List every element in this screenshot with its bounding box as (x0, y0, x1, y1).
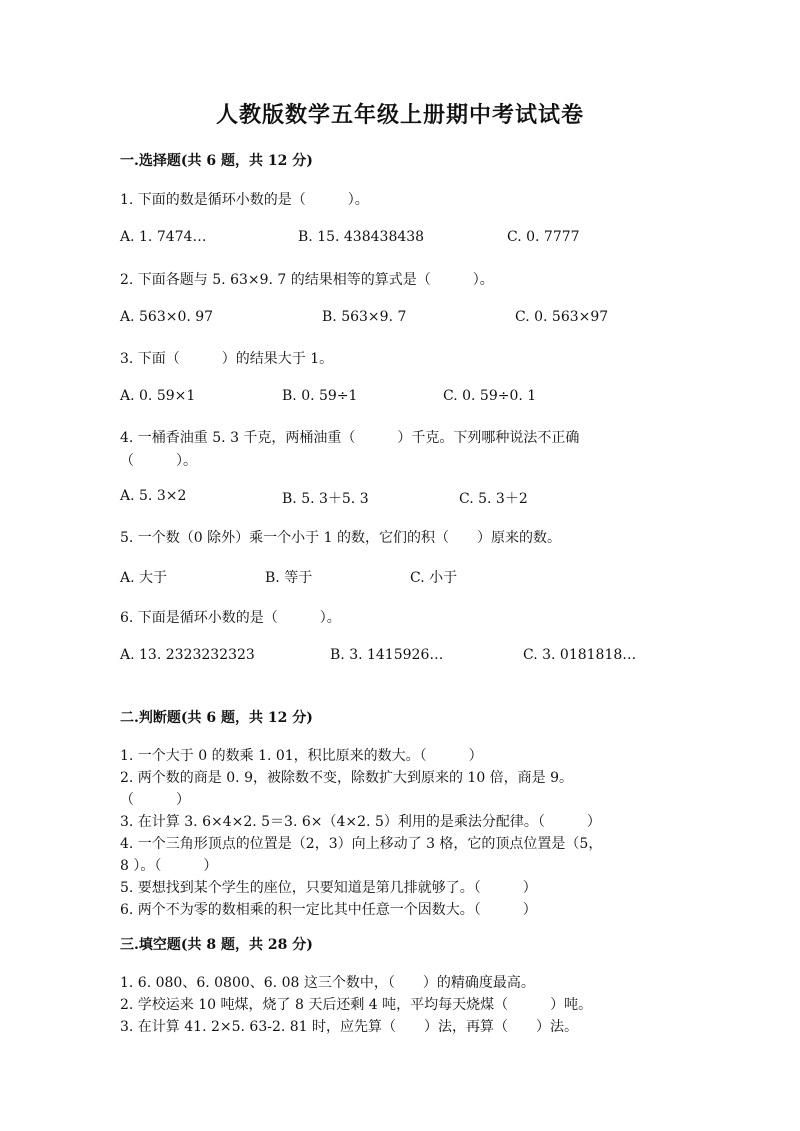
section-heading-judgement: 二.判断题(共 6 题，共 12 分) (120, 710, 313, 726)
option-c: C. 小于 (410, 570, 458, 586)
question-text: 4. 一桶香油重 5. 3 千克，两桶油重（ ）千克。下列哪种说法不正确 (120, 430, 580, 446)
option-c: C. 3. 0181818… (523, 647, 637, 663)
exam-title: 人教版数学五年级上册期中考试试卷 (215, 102, 584, 128)
fill-line: 1. 6. 080、6. 0800、6. 08 这三个数中，（ ）的精确度最高。 (120, 975, 535, 991)
option-c: C. 0. 59÷0. 1 (443, 388, 537, 404)
option-b: B. 0. 59÷1 (282, 388, 358, 404)
option-a: A. 1. 7474… (120, 229, 207, 245)
judgement-line: 3. 在计算 3. 6×4×2. 5＝3. 6×（4×2. 5）利用的是乘法分配律。（ ） (120, 814, 601, 830)
option-b: B. 563×9. 7 (322, 309, 407, 325)
option-b: B. 等于 (265, 570, 313, 586)
option-b: B. 15. 438438438 (298, 229, 425, 245)
option-c: C. 0. 7777 (507, 229, 580, 245)
section-heading-fill: 三.填空题(共 8 题，共 28 分) (120, 937, 313, 953)
option-a: A. 13. 2323232323 (120, 647, 255, 663)
option-a: A. 5. 3×2 (120, 488, 187, 504)
section-heading-choice: 一.选择题(共 6 题，共 12 分) (120, 153, 313, 169)
question-text: 5. 一个数（0 除外）乘一个小于 1 的数，它们的积（ ）原来的数。 (120, 530, 561, 546)
judgement-line: 6. 两个不为零的数相乘的积一定比其中任意一个因数大。（ ） (120, 902, 537, 918)
fill-line: 2. 学校运来 10 吨煤，烧了 8 天后还剩 4 吨，平均每天烧煤（ ）吨。 (120, 997, 593, 1013)
judgement-line: 4. 一个三角形顶点的位置是（2，3）向上移动了 3 格，它的顶点位置是（5， (120, 836, 603, 852)
judgement-line: 8 ）。（ ） (120, 858, 218, 874)
judgement-line: （ ） (120, 792, 190, 808)
question-text: 2. 下面各题与 5. 63×9. 7 的结果相等的算式是（ ）。 (120, 272, 494, 288)
option-a: A. 0. 59×1 (120, 388, 196, 404)
option-a: A. 大于 (120, 570, 168, 586)
question-text: 3. 下面（ ）的结果大于 1。 (120, 351, 334, 367)
question-text: 6. 下面是循环小数的是（ ）。 (120, 610, 341, 626)
option-c: C. 0. 563×97 (515, 309, 609, 325)
fill-line: 3. 在计算 41. 2×5. 63-2. 81 时，应先算（ ）法，再算（ ）法。 (120, 1019, 579, 1035)
option-c: C. 5. 3＋2 (459, 491, 528, 507)
option-b: B. 5. 3＋5. 3 (282, 491, 369, 507)
option-a: A. 563×0. 97 (120, 309, 214, 325)
judgement-line: 2. 两个数的商是 0. 9，被除数不变，除数扩大到原来的 10 倍，商是 9。 (120, 770, 574, 786)
question-text-continued: （ ）。 (120, 453, 197, 469)
option-b: B. 3. 1415926… (330, 647, 444, 663)
judgement-line: 1. 一个大于 0 的数乘 1. 01，积比原来的数大。（ ） (120, 748, 483, 764)
judgement-line: 5. 要想找到某个学生的座位，只要知道是第几排就够了。（ ） (120, 880, 537, 896)
question-text: 1. 下面的数是循环小数的是（ ）。 (120, 192, 369, 208)
